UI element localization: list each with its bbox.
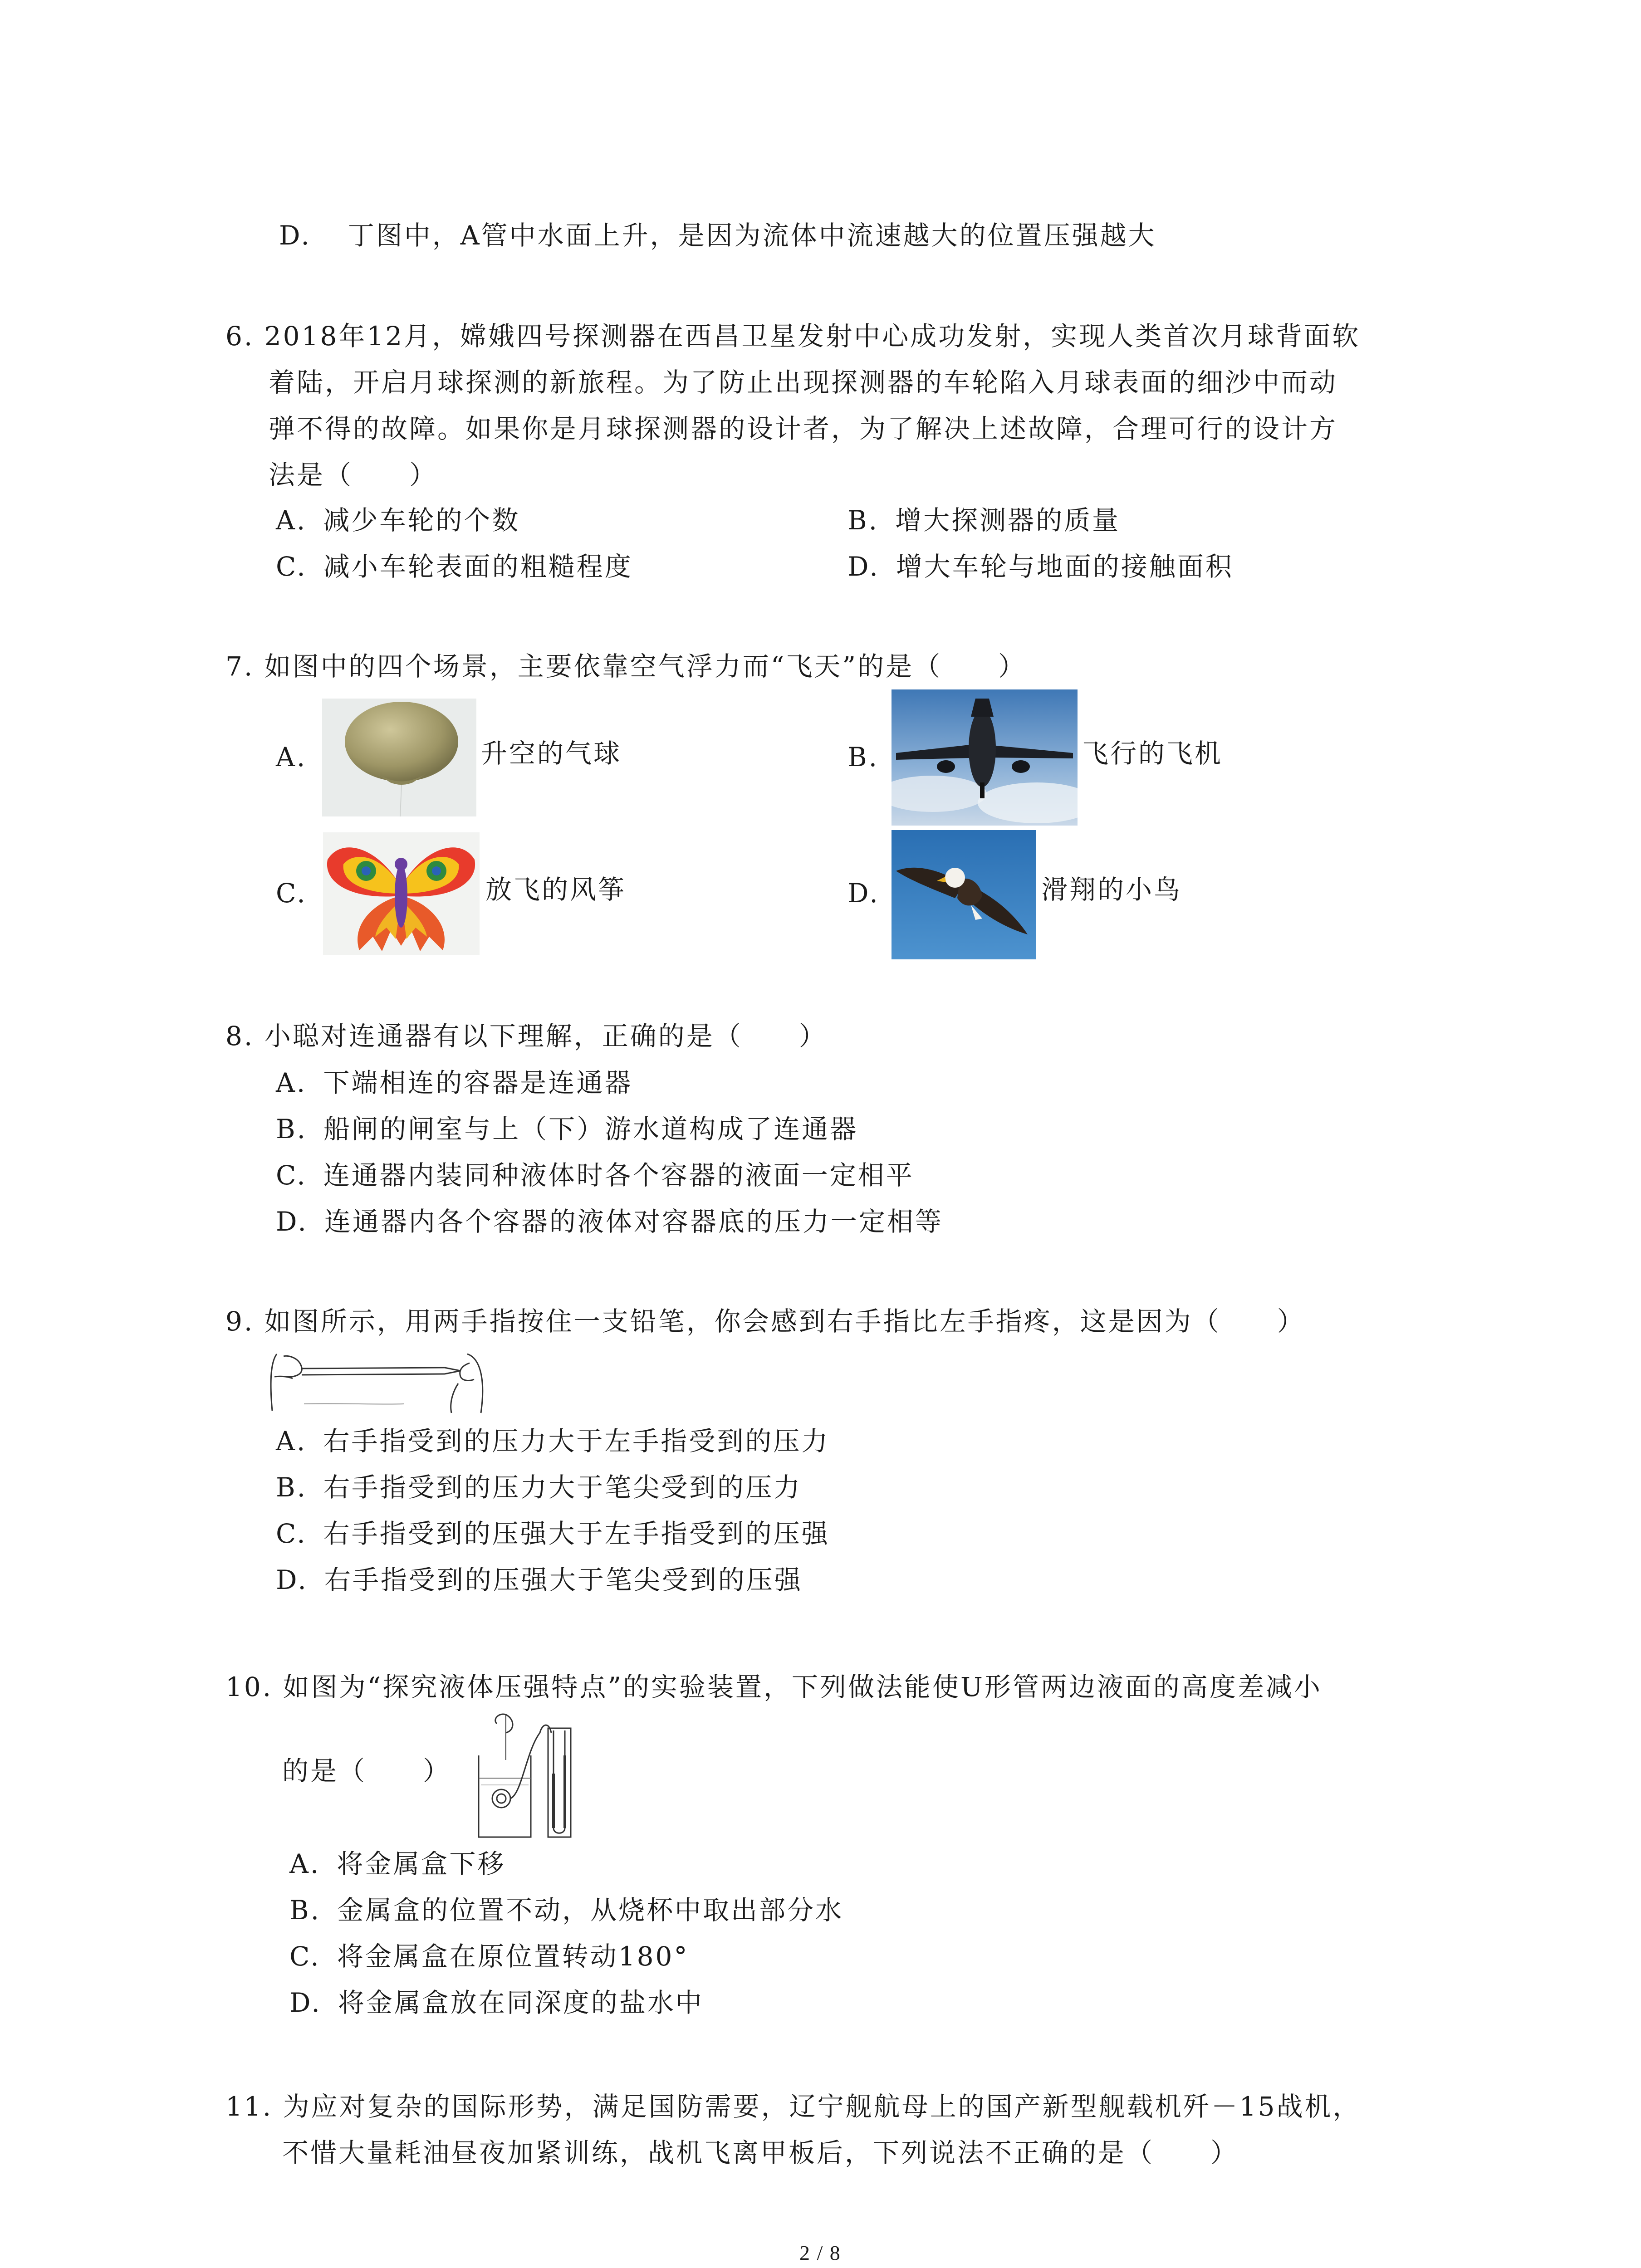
q10-stem: 10. 如图为“探究液体压强特点”的实验装置，下列做法能使U形管两边液面的高度差减小 [225, 1672, 1322, 1702]
option-text: 丁图中，A管中水面上升，是因为流体中流速越大的位置压强越大 [348, 220, 1156, 251]
q9-stem: 9. 如图所示，用两手指按住一支铅笔，你会感到右手指比左手指疼，这是因为（ ） [225, 1306, 1305, 1337]
q10-option-d[interactable]: D. 将金属盒放在同深度的盐水中 [289, 1987, 704, 2018]
q6-line-1: 6. 2018年12月，嫦娥四号探测器在西昌卫星发射中心成功发射，实现人类首次月球背面软 [225, 321, 1361, 352]
q11-line-1: 11. 为应对复杂的国际形势，满足国防需要，辽宁舰航母上的国产新型舰载机歼－15战机， [225, 2091, 1361, 2122]
q9-option-c[interactable]: C. 右手指受到的压强大于左手指受到的压强 [276, 1518, 830, 1549]
q6-option-b[interactable]: B. 增大探测器的质量 [847, 505, 1121, 536]
q9-option-d[interactable]: D. 右手指受到的压强大于笔尖受到的压强 [276, 1564, 803, 1595]
q8-option-c[interactable]: C. 连通器内装同种液体时各个容器的液面一定相平 [276, 1160, 914, 1191]
q7-option-b-text: 飞行的飞机 [1082, 738, 1223, 769]
pressure-apparatus-diagram [472, 1706, 581, 1842]
q10-option-b[interactable]: B. 金属盒的位置不动，从烧杯中取出部分水 [289, 1895, 844, 1926]
page-number: 2 / 8 [799, 2241, 841, 2264]
q7-option-a-letter[interactable]: A. [276, 742, 307, 772]
q6-option-c[interactable]: C. 减小车轮表面的粗糙程度 [276, 551, 633, 582]
q8-option-a[interactable]: A. 下端相连的容器是连通器 [276, 1067, 633, 1098]
q10-stem-2: 的是（ ） [282, 1755, 451, 1786]
eagle-photo-icon [892, 830, 1036, 959]
q11-line-2: 不惜大量耗油昼夜加紧训练，战机飞离甲板后，下列说法不正确的是（ ） [282, 2137, 1239, 2168]
q7-option-c-letter[interactable]: C. [276, 878, 307, 909]
q7-option-a-text: 升空的气球 [481, 738, 622, 769]
option-letter: D. [279, 220, 311, 251]
q5-option-d [279, 222, 1156, 249]
q10-option-c[interactable]: C. 将金属盒在原位置转动180° [289, 1941, 689, 1972]
q9-option-a[interactable]: A. 右手指受到的压力大于左手指受到的压力 [276, 1426, 830, 1457]
q9-option-b[interactable]: B. 右手指受到的压力大于笔尖受到的压力 [276, 1472, 802, 1503]
q10-option-a[interactable]: A. 将金属盒下移 [289, 1848, 506, 1879]
q6-line-4: 法是（ ） [269, 459, 438, 490]
balloon-photo-icon [322, 699, 476, 816]
airplane-photo-icon [892, 689, 1078, 826]
q7-option-b-letter[interactable]: B. [847, 742, 879, 772]
q6-option-a[interactable]: A. 减少车轮的个数 [276, 505, 520, 536]
q7-stem: 7. 如图中的四个场景，主要依靠空气浮力而“飞天”的是（ ） [225, 651, 1027, 682]
q8-stem: 8. 小聪对连通器有以下理解，正确的是（ ） [225, 1021, 827, 1051]
q8-option-d[interactable]: D. 连通器内各个容器的液体对容器底的压力一定相等 [276, 1206, 943, 1237]
q7-option-d-letter[interactable]: D. [847, 878, 880, 909]
q7-option-c-text: 放飞的风筝 [485, 874, 627, 905]
q6-line-2: 着陆，开启月球探测的新旅程。为了防止出现探测器的车轮陷入月球表面的细沙中而动 [269, 367, 1338, 398]
q7-option-d-text: 滑翔的小鸟 [1041, 874, 1182, 905]
pencil-fingers-diagram [268, 1349, 485, 1418]
q8-option-b[interactable]: B. 船闸的闸室与上（下）游水道构成了连通器 [276, 1114, 858, 1144]
kite-photo-icon [323, 832, 480, 955]
q6-line-3: 弹不得的故障。如果你是月球探测器的设计者，为了解决上述故障，合理可行的设计方 [269, 413, 1338, 444]
q6-option-d[interactable]: D. 增大车轮与地面的接触面积 [847, 551, 1234, 582]
